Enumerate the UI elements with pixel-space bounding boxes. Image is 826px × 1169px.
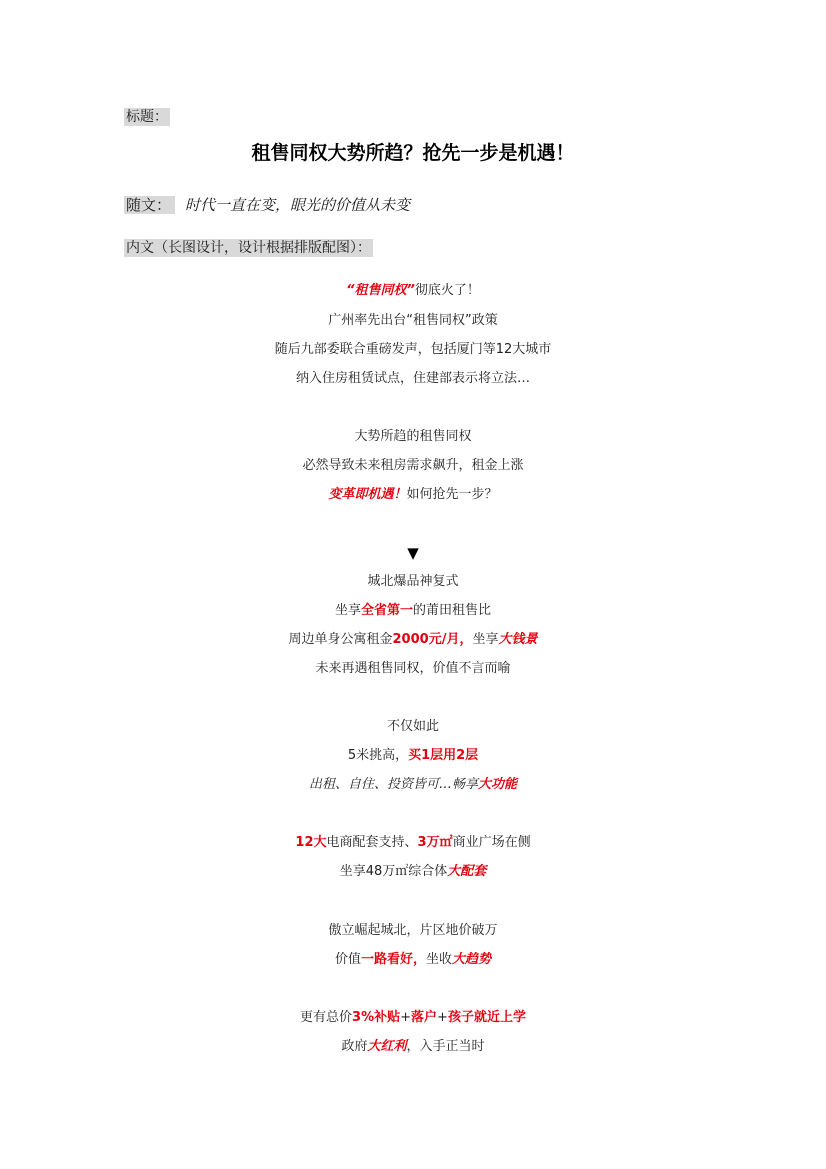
body-line: 傲立崛起城北，片区地价破万	[328, 923, 498, 938]
highlight-text: 买1层用2层	[408, 748, 479, 763]
body-text: 彻底火了！	[414, 283, 480, 298]
body-text: 如何抢先一步？	[406, 487, 498, 502]
document-title: 租售同权大势所趋？抢先一步是机遇！	[251, 142, 575, 164]
subtitle-label: 随文：	[124, 196, 175, 214]
subtitle-row	[124, 194, 410, 216]
highlight-text: 12大	[295, 835, 327, 850]
body-text: 出租、自住、投资皆可…畅享	[308, 777, 478, 792]
body-line	[0, 601, 826, 621]
body-text: 更有总价	[300, 1010, 353, 1025]
body-text: 价值	[334, 952, 361, 967]
body-text: 商业广场在侧	[452, 835, 531, 850]
body-line	[0, 630, 826, 650]
body-line	[0, 746, 826, 766]
body-line: 未来再遇租售同权，价值不言而喻	[315, 661, 511, 676]
highlight-text: 落户	[411, 1010, 438, 1025]
highlight-text: 2000元/月，	[392, 632, 473, 647]
body-line	[0, 485, 826, 505]
body-line	[0, 1037, 826, 1057]
body-line	[0, 950, 826, 970]
body-text: 电商配套支持、	[326, 835, 418, 850]
highlight-text: 大功能	[478, 777, 518, 792]
highlight-text: 3万㎡	[417, 835, 453, 850]
down-arrow-icon: ▼	[407, 544, 419, 562]
body-line	[0, 833, 826, 853]
highlight-text: 变革即机遇！	[328, 487, 407, 502]
highlight-text: 一路看好，	[360, 952, 426, 967]
highlight-text: 大趋势	[452, 952, 492, 967]
highlight-text: 3%补贴	[352, 1010, 401, 1025]
body-line	[0, 775, 826, 795]
body-text: ，入手正当时	[406, 1039, 485, 1054]
highlight-text: 大红利	[367, 1039, 407, 1054]
body-text: 坐享48万㎡综合体	[339, 864, 448, 879]
body-line	[0, 862, 826, 882]
subtitle-text: 时代一直在变，眼光的价值从未变	[185, 196, 411, 214]
highlight-text: 大钱景	[498, 632, 538, 647]
body-text: 坐享	[472, 632, 499, 647]
body-text: 周边单身公寓租金	[288, 632, 393, 647]
body-line: 城北爆品神复式	[367, 574, 459, 589]
body-text: 5米挑高，	[347, 748, 409, 763]
body-line: 不仅如此	[386, 719, 439, 734]
body-text: +	[437, 1010, 448, 1025]
body-line: 广州率先出台“租售同权”政策	[328, 313, 498, 328]
title-label: 标题：	[126, 109, 168, 125]
body-line: 大势所趋的租售同权	[354, 429, 472, 444]
body-text: +	[400, 1010, 412, 1025]
highlight-text: 孩子就近上学	[447, 1010, 526, 1025]
highlight-text: 大配套	[447, 864, 487, 879]
highlight-text: 全省第一	[360, 603, 413, 618]
highlight-text: “租售同权”	[346, 283, 415, 298]
body-text: 的莆田租售比	[413, 603, 492, 618]
body-label: 内文（长图设计，设计根据排版配图）：	[126, 240, 371, 256]
body-line: 纳入住房租赁试点，住建部表示将立法…	[295, 371, 530, 386]
body-line	[0, 281, 826, 301]
body-text: 坐收	[426, 952, 453, 967]
body-line	[0, 1008, 826, 1028]
body-text: 政府	[341, 1039, 368, 1054]
body-line: 必然导致未来租房需求飙升，租金上涨	[302, 458, 524, 473]
body-text: 坐享	[334, 603, 361, 618]
body-line: 随后九部委联合重磅发声，包括厦门等12大城市	[274, 342, 552, 357]
